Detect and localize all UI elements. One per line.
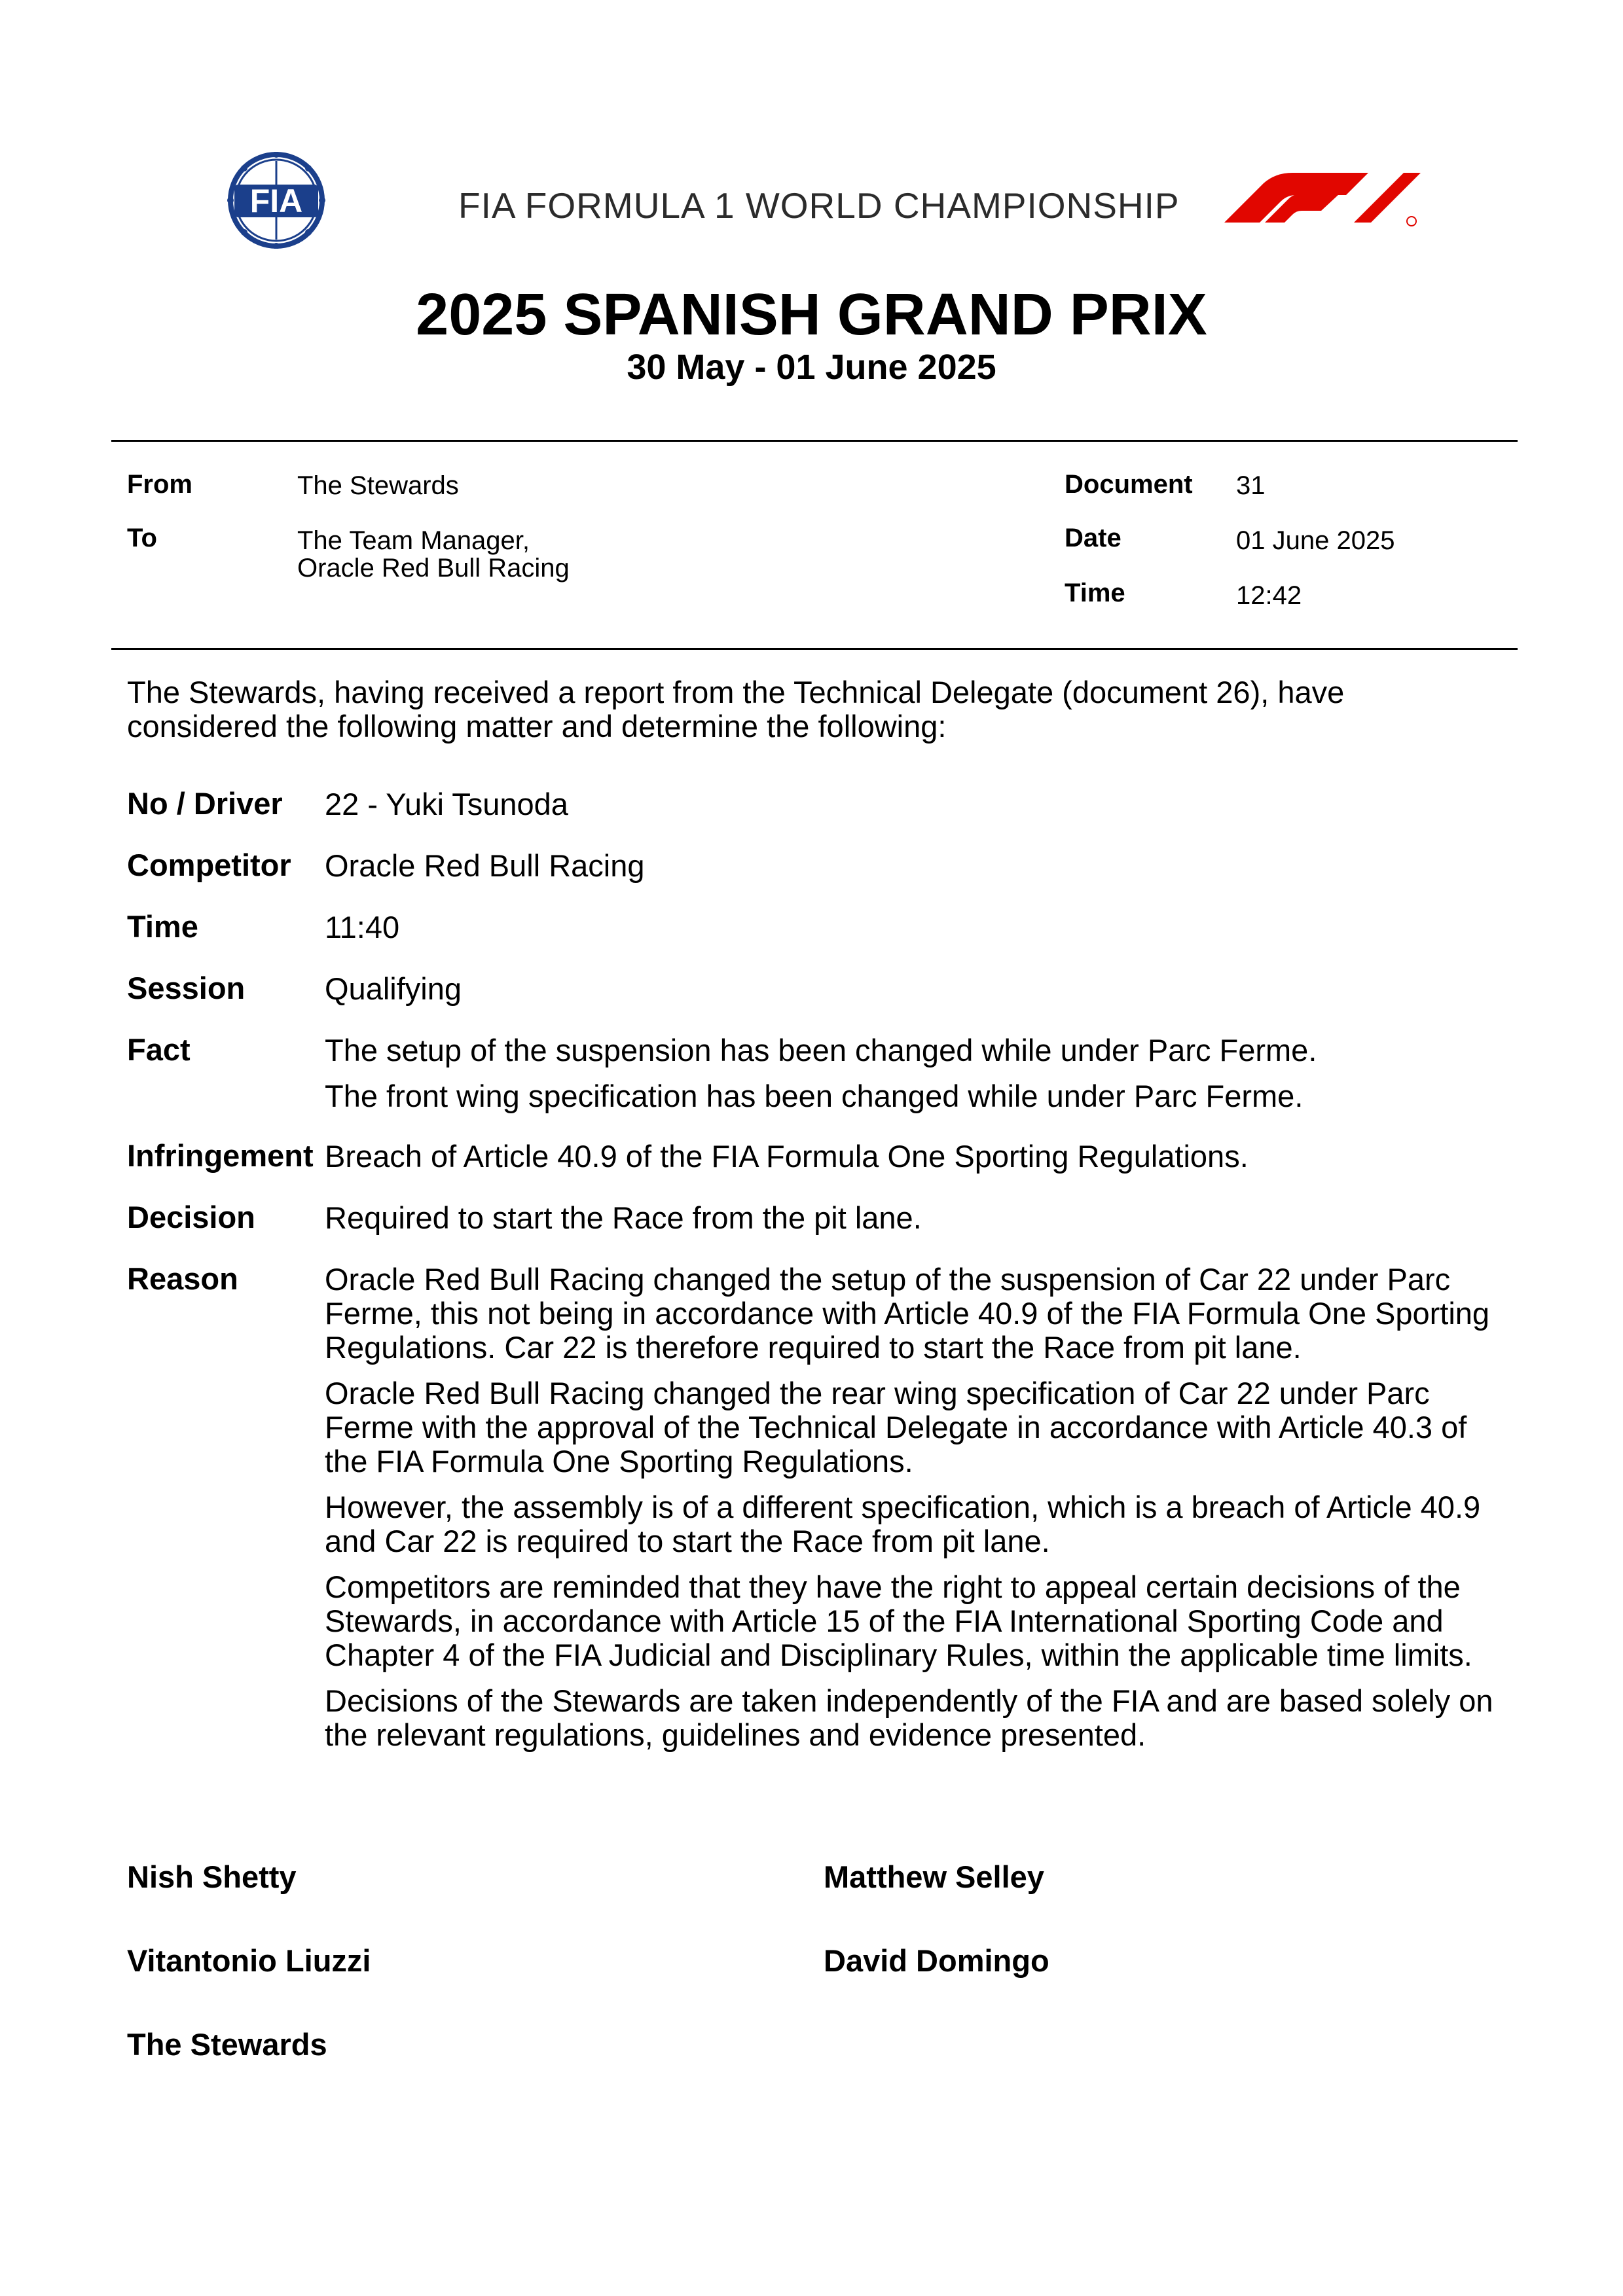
to-value-line2: Oracle Red Bull Racing — [297, 554, 570, 583]
reason-paragraph: However, the assembly is of a different specification, which is a breach of Article 40.9 and Car 22 is required to start the Race from pit lane. — [325, 1490, 1481, 1558]
event-dates: 30 May - 01 June 2025 — [627, 348, 996, 387]
from-label: From — [127, 470, 192, 499]
championship-title: FIA FORMULA 1 WORLD CHAMPIONSHIP — [458, 185, 1180, 226]
infringement-value: Breach of Article 40.9 of the FIA Formula One Sporting Regulations. — [325, 1139, 1249, 1174]
closing-stewards: The Stewards — [127, 2027, 327, 2062]
incident-time-value: 11:40 — [325, 910, 400, 944]
signatory-name: Matthew Selley — [824, 1859, 1044, 1894]
signatory-name: Nish Shetty — [127, 1859, 297, 1894]
competitor-value: Oracle Red Bull Racing — [325, 848, 645, 883]
driver-value: 22 - Yuki Tsunoda — [325, 787, 568, 821]
time-label: Time — [1065, 579, 1125, 607]
to-value-line1: The Team Manager, — [297, 526, 530, 555]
divider-top — [111, 440, 1518, 442]
incident-time-label: Time — [127, 909, 198, 944]
reason-paragraph: Decisions of the Stewards are taken independently of the FIA and are based solely on the relevant regulations, guidelines and evidence presented. — [325, 1683, 1493, 1752]
fia-logo-icon — [208, 152, 346, 249]
driver-label: No / Driver — [127, 786, 283, 821]
fact-values — [325, 1033, 1503, 1125]
event-title: 2025 SPANISH GRAND PRIX — [416, 282, 1207, 348]
fact-item: The front wing specification has been changed while under Parc Ferme. — [325, 1079, 1304, 1113]
date-value: 01 June 2025 — [1236, 526, 1395, 555]
reason-label: Reason — [127, 1261, 238, 1296]
fact-item: The setup of the suspension has been changed while under Parc Ferme. — [325, 1033, 1317, 1067]
reason-paragraphs — [325, 1263, 1503, 1764]
to-label: To — [127, 524, 157, 552]
from-value: The Stewards — [297, 471, 459, 500]
divider-bottom — [111, 648, 1518, 650]
decision-label: Decision — [127, 1200, 255, 1234]
reason-paragraph: Competitors are reminded that they have the right to appeal certain decisions of the Stewards, in accordance with Article 15 of the FIA International Sporting Code and Chapter 4 of the FIA Judicial and Disciplinary Rules, within the applicable time limits. — [325, 1570, 1472, 1672]
reason-paragraph: Oracle Red Bull Racing changed the rear wing specification of Car 22 under Parc Ferme with the approval of the Technical Delegate in accordance with Article 40.3 of the FIA Formula One Sporting Regulations. — [325, 1376, 1467, 1479]
date-label: Date — [1065, 524, 1122, 552]
signatory-name: Vitantonio Liuzzi — [127, 1943, 371, 1978]
competitor-label: Competitor — [127, 848, 291, 882]
infringement-label: Infringement — [127, 1138, 314, 1173]
decision-value: Required to start the Race from the pit lane. — [325, 1200, 922, 1235]
signatory-name: David Domingo — [824, 1943, 1049, 1978]
svg-text:FIA: FIA — [249, 183, 303, 219]
fact-label: Fact — [127, 1032, 191, 1067]
time-value: 12:42 — [1236, 581, 1302, 610]
f1-logo-icon — [1224, 170, 1421, 229]
session-value: Qualifying — [325, 971, 462, 1006]
session-label: Session — [127, 971, 246, 1005]
intro-text: The Stewards, having received a report from the Technical Delegate (document 26), have considered the following matter and determine the following: — [127, 675, 1345, 744]
document-label: Document — [1065, 470, 1193, 499]
reason-paragraph: Oracle Red Bull Racing changed the setup of the suspension of Car 22 under Parc Ferme, this not being in accordance with Article 40.9 of the FIA Formula One Sporting Regulations. Car 22 is therefore required to start the Race from pit lane. — [325, 1262, 1490, 1365]
document-value: 31 — [1236, 471, 1266, 500]
